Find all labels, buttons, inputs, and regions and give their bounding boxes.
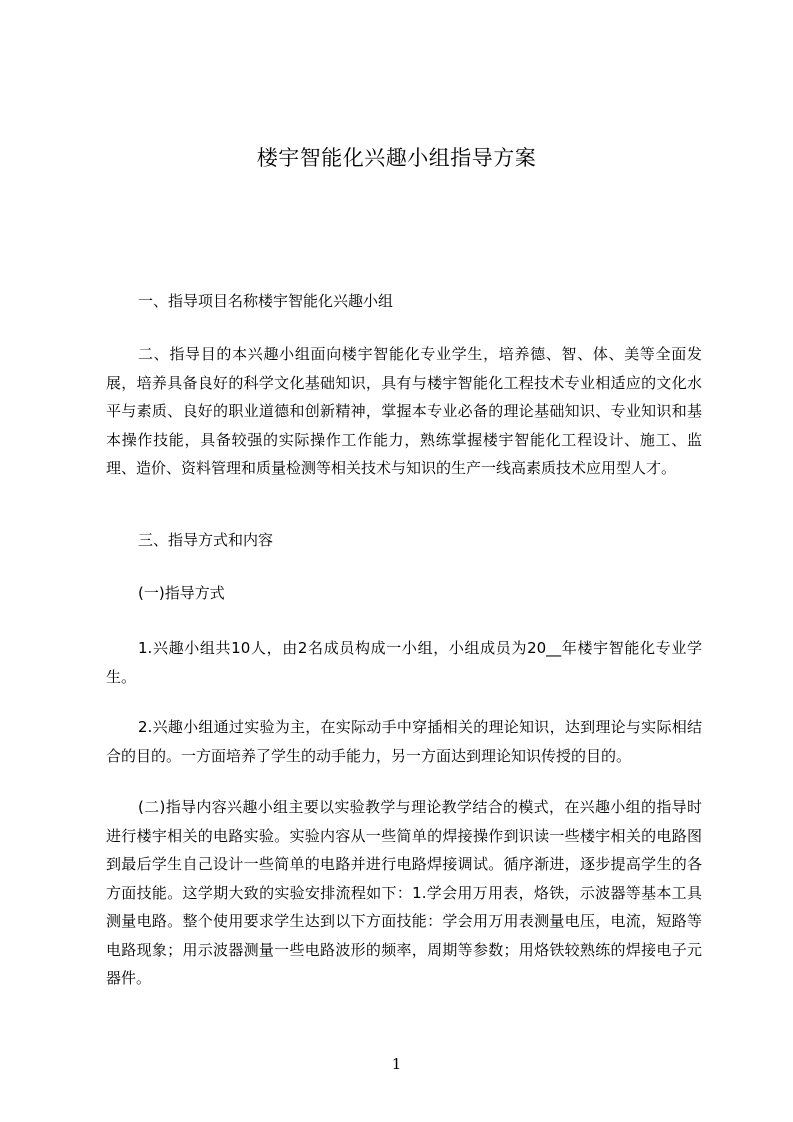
- method-item-1: 1.兴趣小组共10人，由2名成员构成一小组，小组成员为20__年楼宇智能化专业学生。: [106, 639, 702, 686]
- subsection-content: (二)指导内容兴趣小组主要以实验教学与理论教学结合的模式，在兴趣小组的指导时进行楼宇相关的电路实验。实验内容从一些简单的焊接操作到识读一些楼宇相关的电路图到最后学生自己设计一些简单的电路并进行电路焊接调试。循序渐进，逐步提高学生的各方面技能。这学期大致的实验安排流程如下：1.学会用万用表，烙铁，示波器等基本工具测量电路。整个使用要求学生达到以下方面技能：学会用万用表测量电压，电流，短路等电路现象；用示波器测量一些电路波形的频率，周期等参数；用烙铁较熟练的焊接电子元器件。: [106, 798, 702, 987]
- section-methods-heading: 三、指导方式和内容: [138, 531, 274, 549]
- method-item-2: 2.兴趣小组通过实验为主，在实际动手中穿插相关的理论知识，达到理论与实际相结合的目的。一方面培养了学生的动手能力，另一方面达到理论知识传授的目的。: [106, 718, 702, 765]
- document-title: 楼宇智能化兴趣小组指导方案: [256, 146, 537, 170]
- section-project-name: 一、指导项目名称楼宇智能化兴趣小组: [138, 292, 394, 310]
- subsection-methods: (一)指导方式: [138, 584, 225, 602]
- section-purpose: 二、指导目的本兴趣小组面向楼宇智能化专业学生，培养德、智、体、美等全面发展，培养具备良好的科学文化基础知识，具有与楼宇智能化工程技术专业相适应的文化水平与素质、良好的职业道德和创新精神，掌握本专业必备的理论基础知识、专业知识和基本操作技能，具备较强的实际操作工作能力，熟练掌握楼宇智能化工程设计、施工、监理、造价、资料管理和质量检测等相关技术与知识的生产一线高素质技术应用型人才。: [106, 345, 702, 477]
- page-number: 1: [391, 1055, 402, 1073]
